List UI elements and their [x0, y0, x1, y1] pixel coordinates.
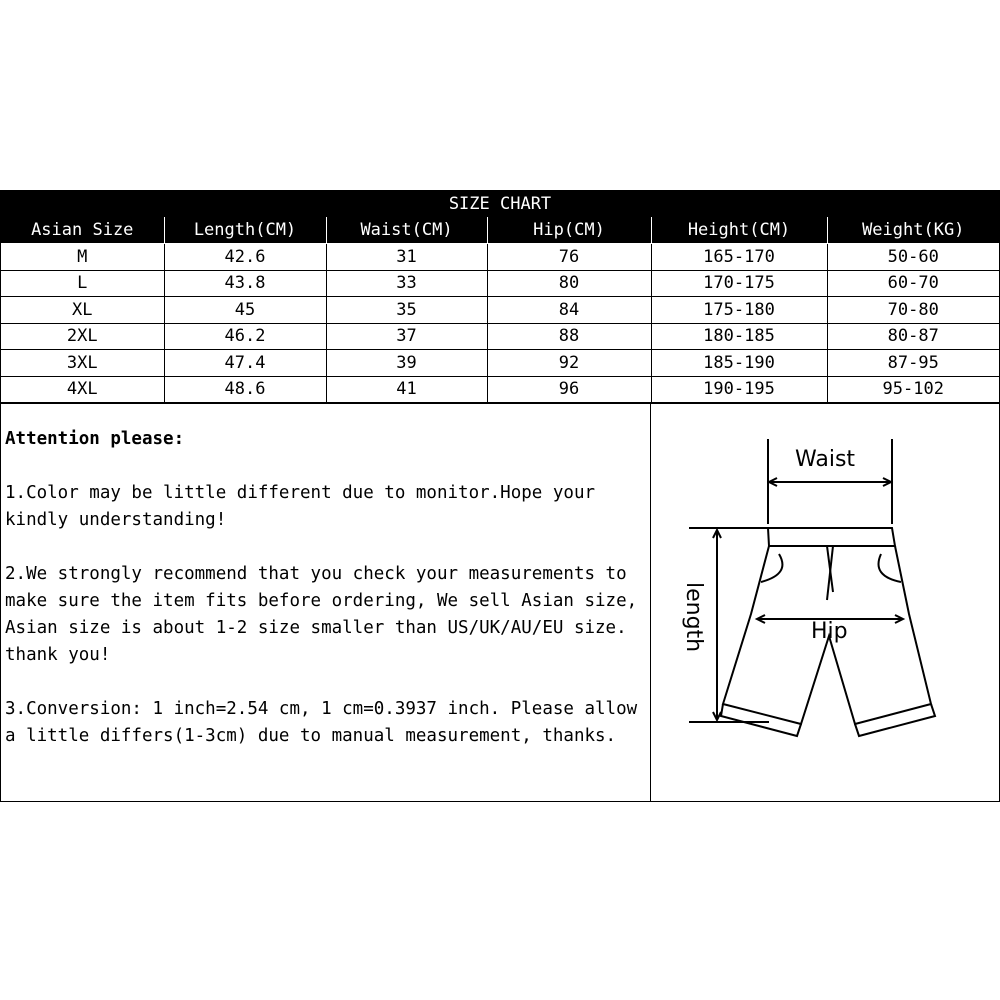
cell-hip: 76 [487, 244, 651, 271]
table-row [1, 376, 999, 403]
cell-size: 2XL [1, 323, 164, 350]
cell-weight: 50-60 [827, 244, 999, 271]
cell-weight: 70-80 [827, 297, 999, 324]
note-item: 2.We strongly recommend that you check your measurements to make sure the item fits before ordering, We sell Asian size, Asian size is about 1-2 size smaller than US/UK/AU/EU size. thank you! [5, 564, 648, 665]
shorts-measurement-figure [651, 404, 999, 801]
cell-weight: 95-102 [827, 376, 999, 403]
table-row [1, 297, 999, 324]
cell-height: 175-180 [651, 297, 827, 324]
lower-section [1, 403, 999, 801]
cell-length: 43.8 [164, 270, 326, 297]
length-label: length [681, 582, 706, 653]
cell-height: 185-190 [651, 350, 827, 377]
cell-weight: 80-87 [827, 323, 999, 350]
cell-weight: 87-95 [827, 350, 999, 377]
cell-waist: 39 [326, 350, 487, 377]
table-row [1, 350, 999, 377]
table-row [1, 270, 999, 297]
cell-waist: 33 [326, 270, 487, 297]
cell-height: 180-185 [651, 323, 827, 350]
cell-hip: 80 [487, 270, 651, 297]
waistband [768, 528, 895, 546]
cell-weight: 60-70 [827, 270, 999, 297]
header-length: Length(CM) [164, 217, 326, 244]
cell-size: L [1, 270, 164, 297]
cell-size: M [1, 244, 164, 271]
cell-waist: 35 [326, 297, 487, 324]
cell-height: 170-175 [651, 270, 827, 297]
cell-size: XL [1, 297, 164, 324]
cell-waist: 31 [326, 244, 487, 271]
size-chart-sheet [0, 190, 1000, 802]
cell-hip: 84 [487, 297, 651, 324]
cell-hip: 92 [487, 350, 651, 377]
cell-height: 165-170 [651, 244, 827, 271]
table-header-row [1, 217, 999, 244]
note-item: 3.Conversion: 1 inch=2.54 cm, 1 cm=0.3937 inch. Please allow a little differs(1-3cm) due to manual measurement, thanks. [5, 699, 648, 746]
cell-size: 4XL [1, 376, 164, 403]
left-pocket [761, 554, 782, 582]
header-hip: Hip(CM) [487, 217, 651, 244]
cell-length: 48.6 [164, 376, 326, 403]
note-item: 1.Color may be little different due to monitor.Hope your kindly understanding! [5, 483, 606, 530]
cell-length: 47.4 [164, 350, 326, 377]
size-table [1, 217, 999, 403]
header-waist: Waist(CM) [326, 217, 487, 244]
cell-size: 3XL [1, 350, 164, 377]
cell-hip: 96 [487, 376, 651, 403]
waist-label: Waist [795, 447, 856, 472]
attention-notes [1, 404, 651, 801]
cell-length: 42.6 [164, 244, 326, 271]
cell-waist: 37 [326, 323, 487, 350]
cell-length: 46.2 [164, 323, 326, 350]
notes-heading: Attention please: [5, 429, 185, 449]
header-height: Height(CM) [651, 217, 827, 244]
hip-label: Hip [811, 619, 848, 644]
shorts-diagram [651, 404, 997, 801]
size-chart-title: SIZE CHART [1, 191, 999, 217]
cell-length: 45 [164, 297, 326, 324]
cell-hip: 88 [487, 323, 651, 350]
header-weight: Weight(KG) [827, 217, 999, 244]
cell-height: 190-195 [651, 376, 827, 403]
table-row [1, 244, 999, 271]
header-asian-size: Asian Size [1, 217, 164, 244]
cell-waist: 41 [326, 376, 487, 403]
table-row [1, 323, 999, 350]
